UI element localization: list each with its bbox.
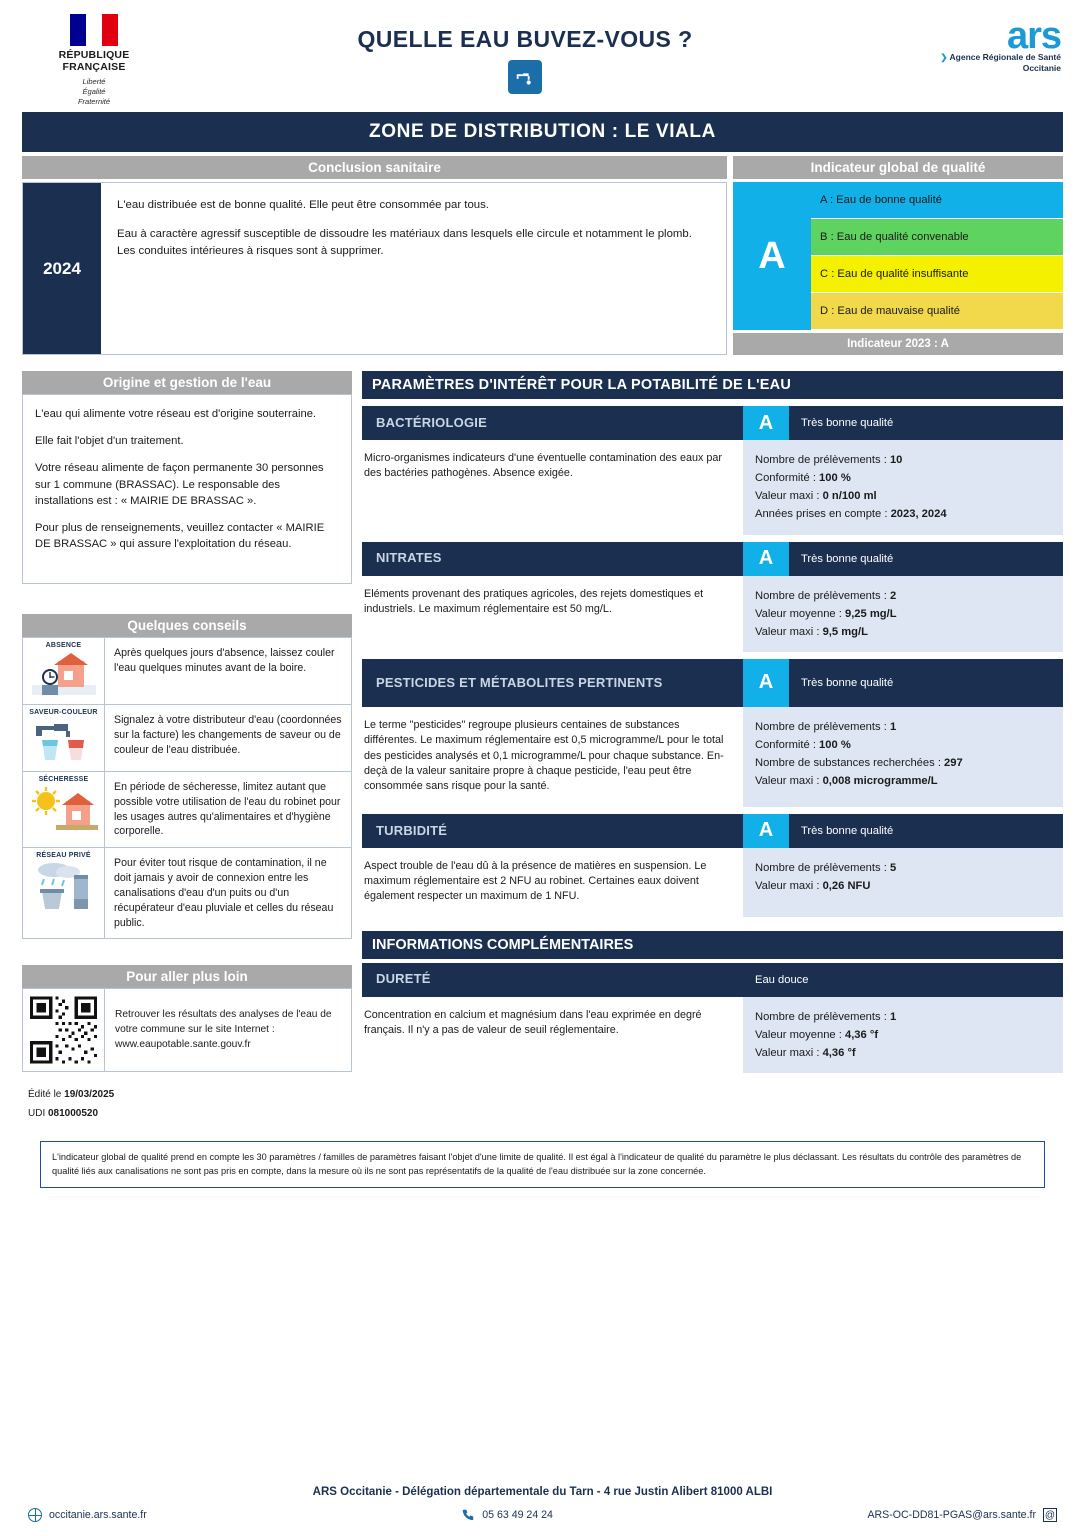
conclusion-panel xyxy=(22,182,727,355)
right-column xyxy=(362,371,1063,1073)
param-values xyxy=(743,440,1063,535)
left-column xyxy=(22,371,352,1123)
param-head xyxy=(362,406,1063,440)
conclusion-year: 2024 xyxy=(23,183,101,354)
origin-p2: Elle fait l'objet d'un traitement. xyxy=(35,435,184,448)
param-value-row: Valeur moyenne : 9,25 mg/L xyxy=(755,607,897,620)
advice-item-absence xyxy=(22,637,352,705)
param-value-row: Nombre de prélèvements : 2 xyxy=(755,589,897,602)
param-description: Le terme "pesticides" regroupe plusieurs centaines de substances différentes. Le maximum réglementaire est 0,5 microgramme/L pour le total des pesticides analysés et 0,1 microgramme/L pour chaque substance. En-deçà de la valeur sanitaire propre à chaque pesticide, l'eau peut être consommée sans risque pour la santé. xyxy=(364,718,724,793)
rain-well-glyph xyxy=(28,861,100,913)
conclusion-paragraph-1: L'eau distribuée est de bonne qualité. Elle peut être consommée par tous. xyxy=(117,199,489,211)
globe-icon xyxy=(28,1508,42,1522)
origin-p3: Votre réseau alimente de façon permanente 30 personnes sur 1 commune (BRASSAC). Le responsable des installations est : « MAIRIE DE BRASSAC ». xyxy=(35,462,324,507)
edited-line: Édité le 19/03/2025 xyxy=(28,1089,115,1101)
tap-water-glyph xyxy=(514,66,536,88)
param-block-turbidite xyxy=(362,814,1063,917)
indicator-scale-b: B : Eau de qualité convenable xyxy=(811,219,1063,256)
param-description: Concentration en calcium et magnésium dans l'eau exprimée en degré français. Il n'y a pas de valeur de seuil réglementaire. xyxy=(364,1008,702,1036)
param-head xyxy=(362,542,1063,576)
param-value-row: Conformité : 100 % xyxy=(755,472,851,485)
advice-text: En période de sécheresse, limitez autant que possible votre utilisation de l'eau du robinet pour les usages autres qu'alimentaires et d'hygiène corporelle. xyxy=(114,781,341,838)
param-value-row: Valeur maxi : 4,36 °f xyxy=(755,1046,856,1059)
param-value-row: Valeur moyenne : 4,36 °f xyxy=(755,1028,879,1041)
origin-box xyxy=(22,394,352,584)
french-flag-icon xyxy=(70,14,118,46)
ars-subtitle: ❯ Agence Régionale de Santé Occitanie xyxy=(940,52,1061,73)
qr-code-glyph[interactable] xyxy=(30,996,97,1064)
indicator-header: Indicateur global de qualité xyxy=(733,156,1063,179)
page-title: QUELLE EAU BUVEZ-VOUS ? xyxy=(357,26,693,52)
section-headers-row xyxy=(22,156,1063,179)
info-title: INFORMATIONS COMPLÉMENTAIRES xyxy=(362,931,1063,959)
advice-list xyxy=(22,637,352,939)
indicator-grade: A xyxy=(733,182,811,330)
edition-info xyxy=(28,1085,352,1123)
param-body xyxy=(362,576,1063,652)
advice-item-private-network xyxy=(22,848,352,939)
param-block-pesticides xyxy=(362,659,1063,807)
main-columns xyxy=(22,371,1063,1123)
params-title: PARAMÈTRES D'INTÉRÊT POUR LA POTABILITÉ DE L'EAU xyxy=(362,371,1063,399)
ars-wordmark: ars xyxy=(1006,15,1061,57)
rain-well-icon xyxy=(23,848,105,938)
param-quality: Très bonne qualité xyxy=(801,676,894,689)
footer-contact-row xyxy=(0,1508,1085,1522)
param-value-row: Valeur maxi : 9,5 mg/L xyxy=(755,625,868,638)
phone-icon xyxy=(461,1508,475,1522)
republique-francaise-logo xyxy=(24,14,164,108)
param-description: Aspect trouble de l'eau dû à la présence de matières en suspension. Le maximum réglementaire est 2 NFU au robinet. Certaines eaux doivent également respecter un maximum de 1 NFU. xyxy=(364,859,707,903)
udi-line: UDI 081000520 xyxy=(28,1108,99,1120)
param-body xyxy=(362,997,1063,1073)
param-value-row: Nombre de prélèvements : 5 xyxy=(755,861,897,874)
indicator-scale xyxy=(811,182,1063,330)
param-values xyxy=(743,997,1063,1073)
document-footer xyxy=(0,1486,1085,1522)
advice-text: Signalez à votre distributeur d'eau (coordonnées sur la facture) les changements de saveur ou de couleur de l'eau distribuée. xyxy=(114,714,342,756)
house-clock-icon xyxy=(23,638,105,704)
param-block-bacteriologie xyxy=(362,406,1063,535)
zone-banner: ZONE DE DISTRIBUTION : LE VIALA xyxy=(22,112,1063,152)
param-name: TURBIDITÉ xyxy=(376,822,448,838)
advice-caption: ABSENCE xyxy=(45,642,82,649)
republique-title: RÉPUBLIQUE FRANÇAISE xyxy=(58,49,130,74)
param-values xyxy=(743,707,1063,807)
param-value-row: Années prises en compte : 2023, 2024 xyxy=(755,508,947,521)
param-body xyxy=(362,848,1063,917)
param-head xyxy=(362,963,1063,997)
ars-logo xyxy=(886,14,1061,74)
origin-title: Origine et gestion de l'eau xyxy=(22,371,352,394)
footer-email-label[interactable]: ARS-OC-DD81-PGAS@ars.sante.fr xyxy=(867,1509,1036,1521)
advice-text: Pour éviter tout risque de contamination, il ne doit jamais y avoir de connexion entre les canalisations d'eau d'un puits ou d'un récupérateur d'eau pluviale et celles du réseau public. xyxy=(114,857,334,929)
param-value-row: Conformité : 100 % xyxy=(755,739,851,752)
conclusion-header: Conclusion sanitaire xyxy=(22,156,727,179)
republique-motto: Liberté Égalité Fraternité xyxy=(77,77,111,107)
param-name: NITRATES xyxy=(376,550,442,566)
ars-bullet-icon: ❯ xyxy=(940,52,950,63)
conclusion-paragraph-2: Eau à caractère agressif susceptible de dissoudre les matériaux dans lesquels elle circule et notamment le plomb. Les conduites intérieures à risques sont à supprimer. xyxy=(117,228,692,258)
advice-title: Quelques conseils xyxy=(22,614,352,637)
document-header xyxy=(18,0,1067,110)
advice-caption: SAVEUR-COULEUR xyxy=(29,709,98,716)
advice-caption: SÉCHERESSE xyxy=(38,776,89,783)
param-description: Eléments provenant des pratiques agricoles, des rejets domestiques et industriels. Le maximum réglementaire est 50 mg/L. xyxy=(364,587,704,615)
param-head xyxy=(362,814,1063,848)
param-value-row: Valeur maxi : 0,008 microgramme/L xyxy=(755,775,938,788)
tap-water-icon xyxy=(508,60,542,94)
param-block-durete xyxy=(362,963,1063,1073)
footer-phone[interactable] xyxy=(461,1508,553,1522)
origin-p4: Pour plus de renseignements, veuillez contacter « MAIRIE DE BRASSAC » qui assure l'exploitation du réseau. xyxy=(35,522,325,551)
param-body xyxy=(362,440,1063,535)
param-value-row: Valeur maxi : 0 n/100 ml xyxy=(755,490,877,503)
param-quality: Très bonne qualité xyxy=(801,552,894,565)
advice-item-taste-color xyxy=(22,705,352,772)
indicator-grid xyxy=(733,182,1063,330)
param-quality: Eau douce xyxy=(755,973,809,986)
indicator-panel xyxy=(733,182,1063,355)
footer-email[interactable] xyxy=(867,1508,1057,1522)
origin-p1: L'eau qui alimente votre réseau est d'origine souterraine. xyxy=(35,408,317,420)
house-clock-glyph xyxy=(28,651,100,699)
footer-address: ARS Occitanie - Délégation départementale du Tarn - 4 rue Justin Alibert 81000 ALBI xyxy=(312,1486,773,1498)
indicator-scale-d: D : Eau de mauvaise qualité xyxy=(811,293,1063,330)
param-value-row: Nombre de substances recherchées : 297 xyxy=(755,757,963,770)
param-block-nitrates xyxy=(362,542,1063,652)
param-grade: A xyxy=(743,659,789,707)
param-name: DURETÉ xyxy=(376,971,431,987)
param-head xyxy=(362,659,1063,707)
title-area xyxy=(164,14,886,94)
param-grade: A xyxy=(743,542,789,576)
indicator-scale-c: C : Eau de qualité insuffisante xyxy=(811,256,1063,293)
at-sign-icon: @ xyxy=(1044,1509,1056,1521)
advice-item-drought xyxy=(22,772,352,848)
param-values xyxy=(743,576,1063,652)
sun-drought-glyph xyxy=(28,785,100,833)
param-name: BACTÉRIOLOGIE xyxy=(376,414,487,430)
footer-phone-wrap xyxy=(147,1508,868,1522)
footer-phone-label[interactable]: 05 63 49 24 24 xyxy=(482,1509,553,1521)
footer-website-label[interactable]: occitanie.ars.sante.fr xyxy=(49,1509,147,1521)
param-value-row: Nombre de prélèvements : 1 xyxy=(755,720,897,733)
sun-drought-icon xyxy=(23,772,105,847)
tap-glasses-icon xyxy=(23,705,105,771)
advice-text: Après quelques jours d'absence, laissez couler l'eau quelques minutes avant de la boire. xyxy=(114,647,335,674)
further-title: Pour aller plus loin xyxy=(22,965,352,988)
param-value-row: Nombre de prélèvements : 10 xyxy=(755,454,903,466)
further-text: Retrouver les résultats des analyses de l'eau de votre commune sur le site Internet : www.eaupotable.sante.gouv.fr xyxy=(115,1009,332,1050)
advice-caption: RÉSEAU PRIVÉ xyxy=(36,852,91,860)
qr-code-icon[interactable] xyxy=(23,989,105,1071)
param-values xyxy=(743,848,1063,917)
footnote: L'indicateur global de qualité prend en compte les 30 paramètres / familles de paramètres faisant l'objet d'une limite de qualité. Il est égal à l'indicateur de qualité du paramètre le plus déclassant. Les résultats du contrôle des paramètres de qualité liés aux canalisations ne sont pas pris en compte, dans la mesure où ils ne sont pas représentatifs de la qualité de l'eau distribuée sur la zone concernée. xyxy=(40,1141,1045,1188)
further-box xyxy=(22,988,352,1072)
param-name: PESTICIDES ET MÉTABOLITES PERTINENTS xyxy=(376,674,663,690)
param-quality: Très bonne qualité xyxy=(801,417,894,429)
param-description: Micro-organismes indicateurs d'une éventuelle contamination des eaux par des bactéries pathogènes. Absence exigée. xyxy=(364,452,722,480)
indicator-scale-a: A : Eau de bonne qualité xyxy=(811,182,1063,219)
param-value-row: Nombre de prélèvements : 1 xyxy=(755,1010,897,1023)
param-quality: Très bonne qualité xyxy=(801,824,894,837)
previous-indicator: Indicateur 2023 : A xyxy=(733,333,1063,355)
footer-website[interactable] xyxy=(28,1508,147,1522)
conclusion-text xyxy=(101,183,726,354)
param-body xyxy=(362,707,1063,807)
param-value-row: Valeur maxi : 0,26 NFU xyxy=(755,879,871,892)
tap-glasses-glyph xyxy=(28,718,100,766)
conclusion-indicator-row xyxy=(22,182,1063,355)
param-grade: A xyxy=(743,406,789,440)
param-grade: A xyxy=(743,814,789,848)
